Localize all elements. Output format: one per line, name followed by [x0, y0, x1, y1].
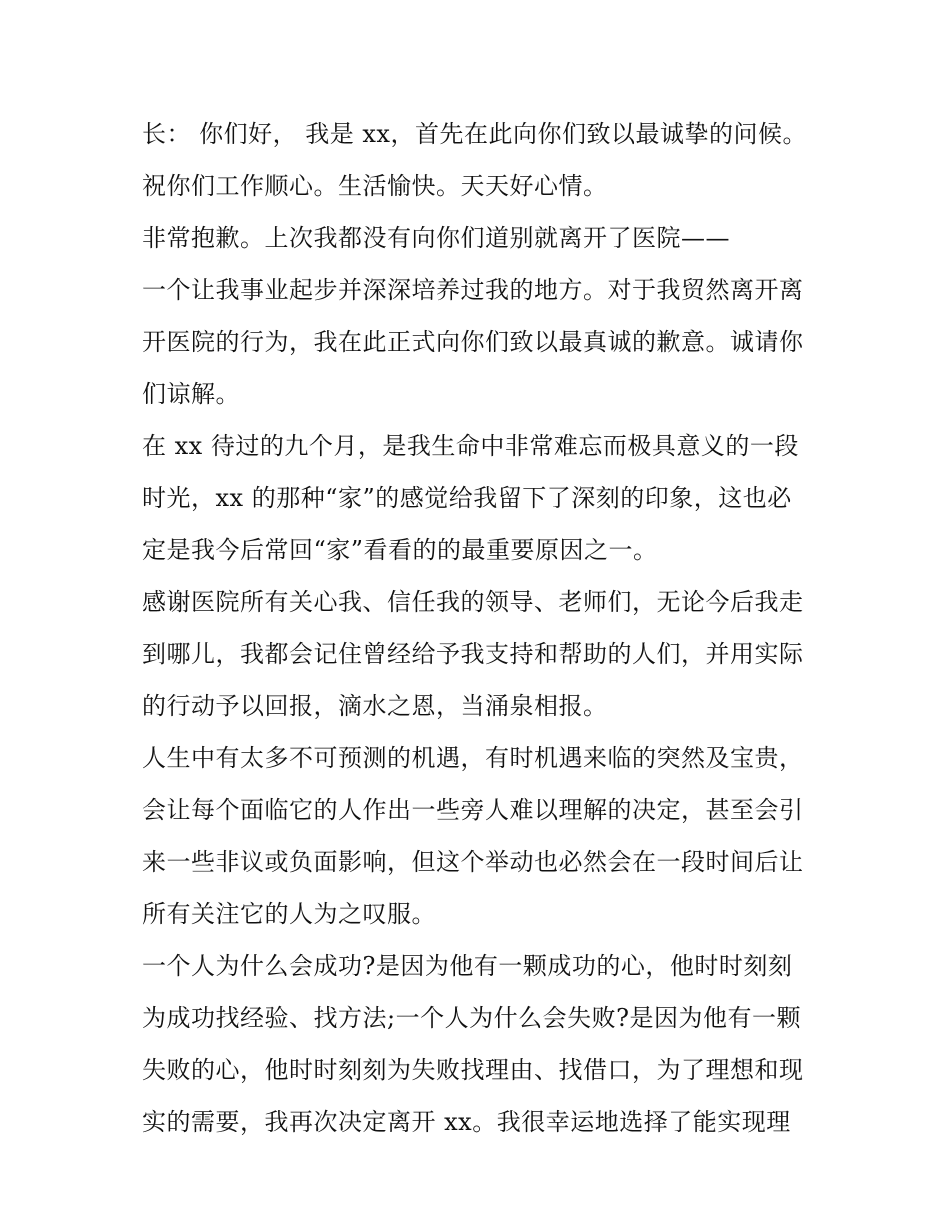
text-line: 为成功找经验、找方法;一个人为什么会失败?是因为他有一颗: [142, 1004, 801, 1032]
text-line: 感谢医院所有关心我、信任我的领导、老师们，无论今后我走: [142, 588, 804, 616]
text-line: 时光，xx 的那种“家”的感觉给我留下了深刻的印象，这也必: [142, 484, 792, 512]
text-line: 祝你们工作顺心。生活愉快。天天好心情。: [142, 172, 608, 200]
text-line: 长： 你们好， 我是 xx，首先在此向你们致以最诚挚的问候。: [142, 120, 807, 148]
text-line: 开医院的行为，我在此正式向你们致以最真诚的歉意。诚请你: [142, 328, 804, 356]
text-line: 一个人为什么会成功?是因为他有一颗成功的心，他时时刻刻: [142, 952, 793, 980]
text-line: 到哪儿，我都会记住曾经给予我支持和帮助的人们，并用实际: [142, 640, 804, 668]
text-line: 来一些非议或负面影响，但这个举动也必然会在一段时间后让: [142, 848, 804, 876]
text-line: 们谅解。: [142, 380, 240, 408]
text-line: 一个让我事业起步并深深培养过我的地方。对于我贸然离开离: [142, 276, 804, 304]
letter-body: [142, 108, 832, 1148]
text-line: 在 xx 待过的九个月，是我生命中非常难忘而极具意义的一段: [142, 432, 799, 460]
text-line: 的行动予以回报，滴水之恩，当涌泉相报。: [142, 692, 608, 720]
text-line: 实的需要，我再次决定离开 xx。我很幸运地选择了能实现理: [142, 1108, 791, 1136]
text-line: 所有关注它的人为之叹服。: [142, 900, 436, 928]
text-line: 非常抱歉。上次我都没有向你们道别就离开了医院——: [142, 224, 730, 252]
text-line: 定是我今后常回“家”看看的的最重要原因之一。: [142, 536, 658, 564]
text-line: 人生中有太多不可预测的机遇，有时机遇来临的突然及宝贵，: [142, 744, 804, 772]
text-line: 会让每个面临它的人作出一些旁人难以理解的决定，甚至会引: [142, 796, 804, 824]
text-line: 失败的心，他时时刻刻为失败找理由、找借口，为了理想和现: [142, 1056, 804, 1084]
